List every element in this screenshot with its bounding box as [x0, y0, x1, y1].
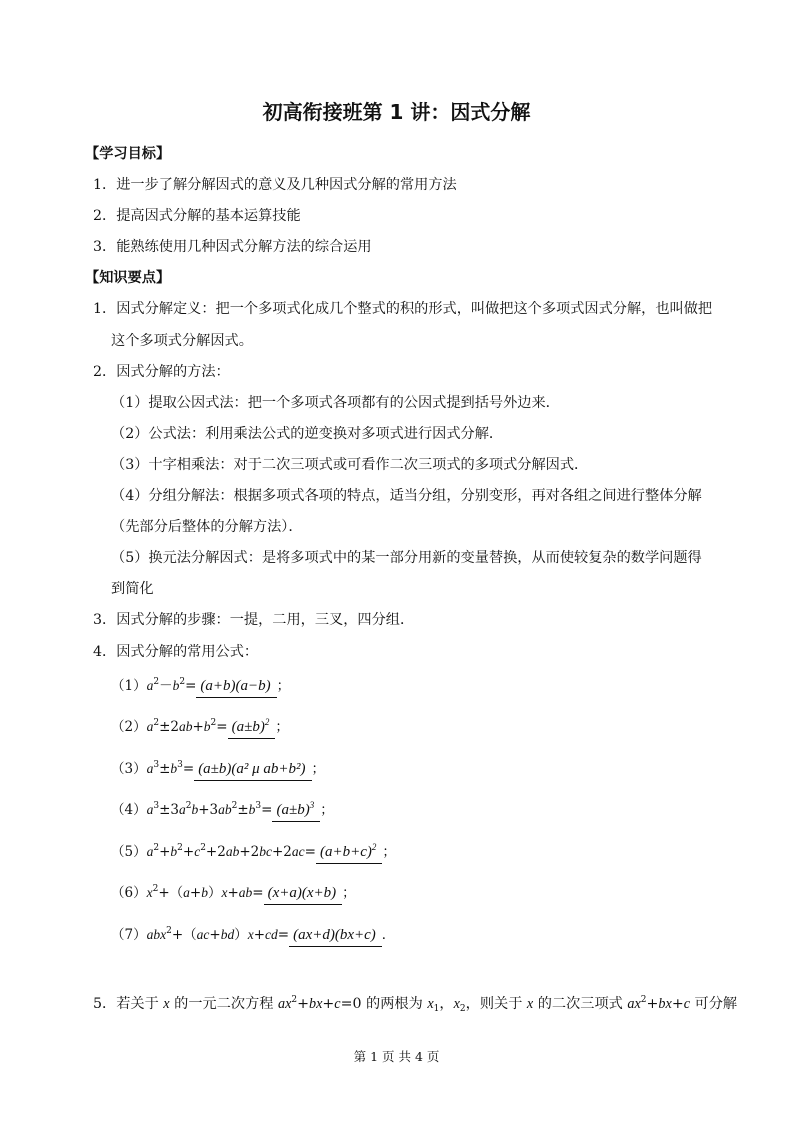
formula-1-answer: (a+b)(a−b): [196, 676, 276, 698]
key-point-5: 5．若关于 x 的一元二次方程 $ax^2+bx+c=0$ 的两根为 $x_1$，$x_2$，则关于 x 的二次三项式 $ax^2+bx+c$ 可分解: [93, 995, 738, 1014]
method-4-line-2: （先部分后整体的分解方法）．: [111, 519, 303, 535]
key-point-4: 4．因式分解的常用公式：: [93, 644, 259, 660]
key-point-1-line-2: 这个多项式分解因式。: [111, 333, 253, 349]
method-2: （2）公式法：利用乘法公式的逆变换对多项式进行因式分解．: [111, 426, 504, 442]
formula-2-answer: $(a\pm b)^2$: [228, 717, 276, 739]
formula-4-number: （4）: [111, 802, 147, 818]
formula-2: $(2)a^2\pm 2ab+b^2= (a\pm b)^2$ ；: [111, 717, 289, 739]
formula-5: $(5)a^2+b^2+c^2+2ab+2bc+2ac= (a+b+c)^2$ ；: [111, 842, 396, 864]
page-title: 初高衔接班第 1 讲：因式分解: [262, 100, 531, 124]
method-4-line-1: （4）分组分解法：根据多项式各项的特点，适当分组，分别变形，再对各组之间进行整体分解: [111, 488, 702, 504]
method-1: （1）提取公因式法：把一个多项式各项都有的公因式提到括号外边来．: [111, 395, 560, 411]
goal-item-3: 3．能熟练使用几种因式分解方法的综合运用: [93, 239, 372, 255]
formula-4-answer: $(a\pm b)^3$: [272, 800, 320, 822]
formula-6: $(6)x^2+(a+b)x+ab= (x+a)(x+b)$ ；: [111, 883, 356, 905]
formula-7-answer: (ax+d)(bx+c): [289, 925, 382, 947]
formula-3-number: （3）: [111, 761, 147, 777]
formula-6-number: （6）: [111, 885, 147, 901]
formula-1: $(1)a^2-b^2= (a+b)(a-b)$ ；: [111, 676, 290, 698]
method-5-line-2: 到简化: [111, 581, 154, 597]
page-footer: 第 1 页 共 4 页: [353, 1049, 440, 1064]
goal-item-1: 1．进一步了解分解因式的意义及几种因式分解的常用方法: [93, 177, 457, 193]
method-3: （3）十字相乘法：对于二次三项式或可看作二次三项式的多项式分解因式．: [111, 457, 589, 473]
formula-3-answer: (a±b)(a² μ ab+b²): [194, 759, 311, 781]
method-5-line-1: （5）换元法分解因式：是将多项式中的某一部分用新的变量替换，从而使较复杂的数学问题得: [111, 550, 702, 566]
formula-5-answer: $(a+b+c)^2$: [316, 842, 382, 864]
key-point-2: 2．因式分解的方法：: [93, 364, 230, 380]
section-heading-key-points: 【知识要点】: [85, 270, 171, 286]
formula-6-answer: (x+a)(x+b): [264, 883, 343, 905]
formula-2-number: （2）: [111, 719, 147, 735]
formula-7: （7）abx$^2$+（ac+bd）x+cd= (ax+d)(bx+c) ．: [111, 925, 395, 947]
formula-7-number: （7）: [111, 927, 147, 943]
key-point-1-line-1: 1．因式分解定义：把一个多项式化成几个整式的积的形式，叫做把这个多项式因式分解，也叫做把: [93, 301, 713, 317]
key-point-3: 3．因式分解的步骤：一提，二用，三叉，四分组．: [93, 612, 415, 628]
goal-item-2: 2．提高因式分解的基本运算技能: [93, 208, 301, 224]
formula-3: $(3)a^3\pm b^3= (a\pm b)(a^2$ μ ab+b²) ；: [111, 759, 325, 781]
section-heading-goals: 【学习目标】: [85, 146, 171, 162]
formula-1-number: （1）: [111, 678, 147, 694]
formula-4: $(4)a^3\pm 3a^2b+3ab^2\pm b^3= (a\pm b)^3$ ；: [111, 800, 334, 822]
formula-5-number: （5）: [111, 844, 147, 860]
